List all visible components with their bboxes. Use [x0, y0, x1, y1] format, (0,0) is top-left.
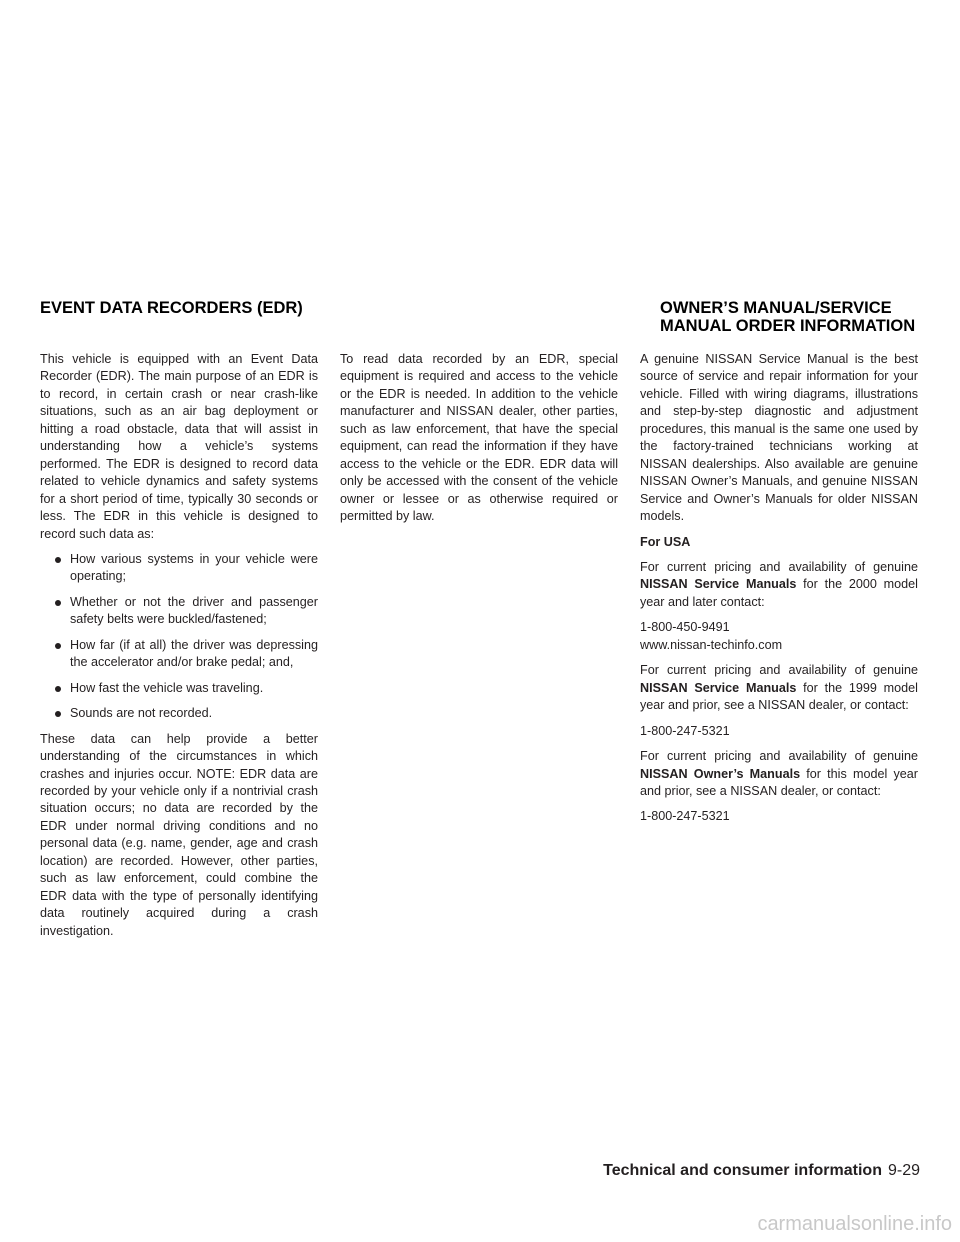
- service-manual-1999-paragraph: [640, 662, 918, 714]
- heading-manual-order-information: OWNER’S MANUAL/SERVICE MANUAL ORDER INFORMATION: [660, 299, 916, 335]
- list-item-text: Sounds are not recorded.: [70, 706, 213, 721]
- text-pre: For current pricing and availability of genuine: [640, 749, 918, 764]
- watermark: carmanualsonline.info: [757, 1213, 952, 1235]
- text-post: for this model year and prior, see a NISSAN dealer, or contact:: [640, 766, 918, 798]
- edr-column-2: [340, 351, 618, 534]
- bullet-icon: [55, 600, 61, 606]
- text-post: for the 1999 model year and prior, see a NISSAN dealer, or contact:: [640, 680, 918, 713]
- heading-event-data-recorders: EVENT DATA RECORDERS (EDR): [40, 299, 303, 317]
- bullet-icon: [55, 686, 61, 692]
- list-item-text: How fast the vehicle was traveling.: [70, 680, 264, 695]
- for-usa-subheading: For USA: [640, 534, 691, 549]
- edr-access-paragraph: To read data recorded by an EDR, special equipment is required and access to the vehicle or the EDR is needed. In addition to the vehicle manufacturer and NISSAN dealer, other parties, such as law enforcement, that have the special equipment, can read the information if they have access to the vehicle or the EDR. EDR data will only be accessed with the consent of the vehicle owner or lessee or as otherwise required or permitted by law.: [340, 352, 618, 524]
- service-manual-2000-paragraph: [640, 559, 918, 611]
- text-post: for the 2000 model year and later contact:: [640, 577, 918, 609]
- text-pre: For current pricing and availability of genuine: [640, 663, 918, 678]
- bullet-icon: [55, 711, 61, 717]
- list-item: [40, 551, 318, 586]
- phone-number: 1-800-450-9491: [640, 620, 730, 635]
- edr-intro-paragraph: This vehicle is equipped with an Event Data Recorder (EDR). The main purpose of an EDR is to record, in certain crash or near crash-like situations, such as an air bag deployment or hitting a road obstacle, data that will assist in understanding how a vehicle’s systems performed. The EDR is designed to record data related to vehicle dynamics and safety systems for a short period of time, typically 30 seconds or less. The EDR in this vehicle is designed to record such data as:: [40, 352, 318, 541]
- phone-number: 1-800-247-5321: [640, 809, 730, 824]
- product-name: NISSAN Service Manuals: [640, 680, 797, 695]
- list-item-text: Whether or not the driver and passenger safety belts were buckled/fastened;: [70, 594, 318, 627]
- contact-block: [640, 619, 918, 654]
- list-item: [40, 594, 318, 629]
- edr-column-1: [40, 351, 318, 948]
- bullet-icon: [55, 557, 61, 563]
- list-item: [40, 705, 318, 722]
- list-item-text: How various systems in your vehicle were operating;: [70, 551, 318, 584]
- list-item-text: How far (if at all) the driver was depressing the accelerator and/or brake pedal; and,: [70, 637, 318, 670]
- page-number: 9-29: [887, 1162, 920, 1179]
- phone-number: 1-800-247-5321: [640, 723, 730, 738]
- list-item: [40, 637, 318, 672]
- manual-order-column: [640, 351, 918, 834]
- product-name: NISSAN Owner’s Manuals: [640, 766, 801, 781]
- page-footer: [603, 1162, 920, 1180]
- text-pre: For current pricing and availability of genuine: [640, 559, 918, 574]
- manual-order-intro: A genuine NISSAN Service Manual is the best source of service and repair information for your vehicle. Filled with wiring diagrams, illustrations and step-by-step diagnostic and adjustment procedures, this manual is the same one used by the factory-trained technicians working at NISSAN dealerships. Also available are genuine NISSAN Owner’s Manuals, and genuine NISSAN Service and Owner’s Manuals for older NISSAN models.: [640, 352, 918, 524]
- list-item: [40, 680, 318, 697]
- footer-section-title: Technical and consumer information: [603, 1162, 882, 1179]
- website-url: www.nissan-techinfo.com: [640, 637, 783, 652]
- edr-data-usage-paragraph: These data can help provide a better understanding of the circumstances in which crashes and injuries occur. NOTE: EDR data are recorded by your vehicle only if a nontrivial crash situation occurs; no data are recorded by the EDR under normal driving conditions and no personal data (e.g. name, gender, age and crash location) are recorded. However, other parties, such as law enforcement, could combine the EDR data with the type of personally identifying data routinely acquired during a crash investigation.: [40, 731, 318, 938]
- owners-manual-paragraph: [640, 748, 918, 800]
- edr-recorded-data-list: [40, 551, 318, 723]
- product-name: NISSAN Service Manuals: [640, 577, 797, 592]
- bullet-icon: [55, 643, 61, 649]
